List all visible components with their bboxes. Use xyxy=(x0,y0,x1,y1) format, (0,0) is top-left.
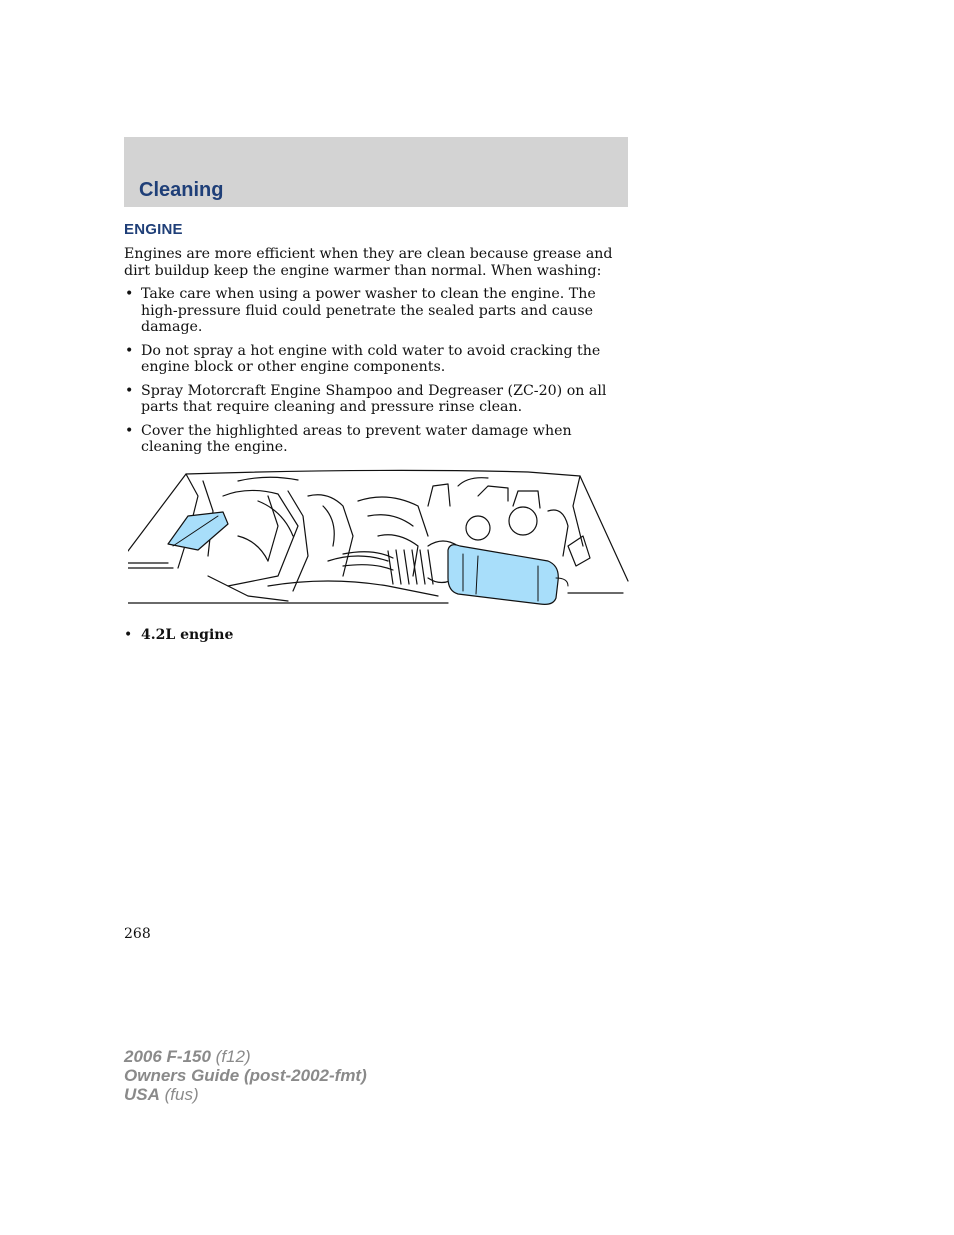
document-footer xyxy=(124,1047,367,1104)
footer-guide: Owners Guide (post-2002-fmt) xyxy=(124,1066,367,1085)
page-number: 268 xyxy=(124,926,151,942)
list-item-text: Do not spray a hot engine with cold water to avoid cracking the engine block or other engine components. xyxy=(141,342,601,375)
bullet-marker: • xyxy=(125,342,134,359)
list-item-text: Cover the highlighted areas to prevent water damage when cleaning the engine. xyxy=(141,422,572,455)
list-item xyxy=(124,423,628,456)
bullet-marker: • xyxy=(124,627,133,643)
caption-text: 4.2L engine xyxy=(141,627,234,643)
footer-model: 2006 F-150 xyxy=(124,1047,211,1066)
bullet-marker: • xyxy=(125,286,134,302)
intro-paragraph: Engines are more efficient when they are clean because grease and dirt buildup keep the engine warmer than normal. When washing: xyxy=(124,246,613,279)
list-item-text: Spray Motorcraft Engine Shampoo and Degreaser (ZC-20) on all parts that require cleaning and pressure rinse clean. xyxy=(141,382,607,415)
chapter-title: Cleaning xyxy=(139,179,224,201)
footer-model-code: (f12) xyxy=(210,1047,251,1066)
list-item xyxy=(124,343,628,376)
footer-line-2 xyxy=(124,1066,367,1085)
footer-line-3 xyxy=(124,1085,367,1104)
list-item xyxy=(124,286,628,336)
washing-tips-list xyxy=(124,286,628,463)
footer-line-1 xyxy=(124,1047,367,1066)
engine-illustration xyxy=(128,466,630,614)
list-item xyxy=(124,383,628,416)
footer-market: USA xyxy=(124,1085,160,1104)
section-heading: ENGINE xyxy=(124,221,183,238)
figure-caption xyxy=(124,627,233,643)
footer-market-code: (fus) xyxy=(159,1085,199,1104)
chapter-header xyxy=(124,137,628,207)
list-item-text: Take care when using a power washer to clean the engine. The high-pressure fluid could penetrate the sealed parts and cause damage. xyxy=(141,286,596,335)
bullet-marker: • xyxy=(125,382,134,399)
bullet-marker: • xyxy=(125,422,134,439)
